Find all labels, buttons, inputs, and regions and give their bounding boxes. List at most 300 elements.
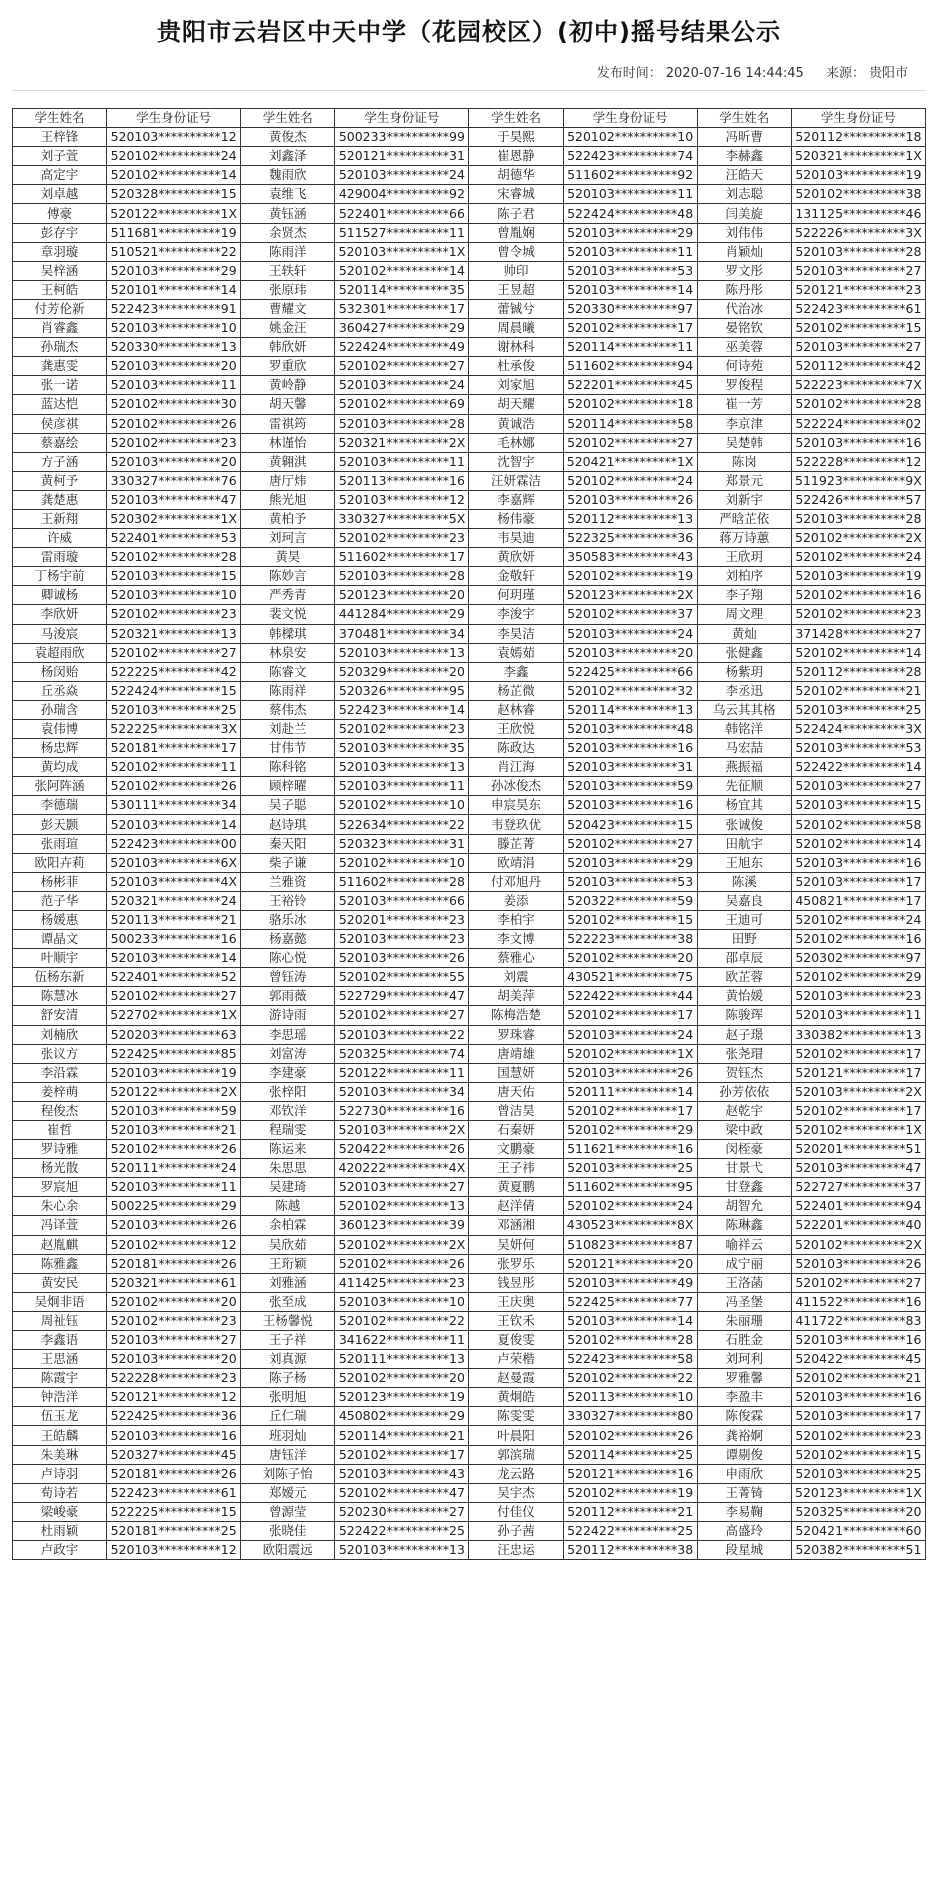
student-id-cell: 520103**********10 [107,586,241,605]
student-name-cell: 余贤杰 [241,223,335,242]
student-id-cell: 520102**********11 [107,758,241,777]
student-name-cell: 王菁锜 [697,1483,791,1502]
student-name-cell: 陈俊霖 [697,1407,791,1426]
student-id-cell: 520103**********23 [791,987,925,1006]
student-name-cell: 李盈丰 [697,1388,791,1407]
student-name-cell: 陈政达 [469,739,563,758]
student-name-cell: 赵曼霞 [469,1369,563,1388]
student-name-cell: 叶晨阳 [469,1426,563,1445]
student-id-cell: 520114**********13 [563,700,697,719]
table-row [13,720,926,739]
student-id-cell: 411522**********16 [791,1292,925,1311]
student-id-cell: 520123**********20 [335,586,469,605]
student-name-cell: 代治冰 [697,299,791,318]
student-id-cell: 522422**********44 [563,987,697,1006]
student-id-cell: 522423**********14 [335,700,469,719]
student-name-cell: 吴炯非语 [13,1292,107,1311]
student-id-cell: 520102**********24 [791,548,925,567]
student-name-cell: 罗俊程 [697,376,791,395]
student-id-cell: 520230**********27 [335,1502,469,1521]
table-row [13,1407,926,1426]
student-name-cell: 付芳伦新 [13,299,107,318]
student-name-cell: 毛林娜 [469,433,563,452]
student-id-cell: 520181**********26 [107,1464,241,1483]
table-row [13,1235,926,1254]
student-id-cell: 520102**********30 [107,395,241,414]
student-name-cell: 陈雯雯 [469,1407,563,1426]
student-id-cell: 520112**********38 [563,1541,697,1560]
student-id-cell: 500233**********99 [335,128,469,147]
student-id-cell: 520321**********2X [335,433,469,452]
student-id-cell: 522729**********47 [335,987,469,1006]
student-name-cell: 刘楠欣 [13,1025,107,1044]
student-name-cell: 曾令城 [469,242,563,261]
table-row [13,1502,926,1521]
student-id-cell: 520103**********10 [335,1292,469,1311]
student-name-cell: 雷雨璇 [13,548,107,567]
student-name-cell: 彭存宇 [13,223,107,242]
table-row [13,280,926,299]
student-name-cell: 吴子聪 [241,796,335,815]
student-id-cell: 522401**********52 [107,968,241,987]
table-row [13,338,926,357]
student-id-cell: 520103**********47 [791,1159,925,1178]
student-id-cell: 520102**********16 [791,586,925,605]
student-id-cell: 450821**********17 [791,891,925,910]
source-value: 贵阳市 [868,66,908,81]
student-name-cell: 陈心悦 [241,949,335,968]
student-id-cell: 522424**********48 [563,204,697,223]
student-id-cell: 520123**********2X [563,586,697,605]
student-id-cell: 520103**********6X [107,853,241,872]
student-id-cell: 520102**********15 [791,319,925,338]
table-row [13,930,926,949]
student-name-cell: 黄炯皓 [469,1388,563,1407]
student-name-cell: 王欣悦 [469,720,563,739]
student-id-cell: 500225**********29 [107,1197,241,1216]
student-id-cell: 520103**********17 [791,872,925,891]
student-id-cell: 330327**********5X [335,509,469,528]
student-name-cell: 唐钰洋 [241,1445,335,1464]
student-id-cell: 441284**********29 [335,605,469,624]
student-id-cell: 520326**********95 [335,681,469,700]
student-id-cell: 520103**********26 [563,490,697,509]
student-name-cell: 龚裕婀 [697,1426,791,1445]
table-row [13,1350,926,1369]
student-id-cell: 520103**********24 [563,624,697,643]
student-id-cell: 520122**********1X [107,204,241,223]
student-id-cell: 520103**********23 [335,930,469,949]
student-id-cell: 430521**********75 [563,968,697,987]
student-name-cell: 刘卓越 [13,185,107,204]
student-id-cell: 520102**********26 [563,1426,697,1445]
student-id-cell: 520103**********59 [563,777,697,796]
student-id-cell: 520103**********20 [563,643,697,662]
table-row [13,1369,926,1388]
student-id-cell: 520102**********14 [335,261,469,280]
student-id-cell: 511602**********92 [563,166,697,185]
student-id-cell: 520112**********42 [791,357,925,376]
student-name-cell: 赵诗琪 [241,815,335,834]
student-id-cell: 520103**********11 [563,185,697,204]
table-row [13,700,926,719]
header-student-id: 学生身份证号 [335,109,469,128]
student-id-cell: 522422**********14 [791,758,925,777]
student-name-cell: 杨光散 [13,1159,107,1178]
student-id-cell: 520102**********1X [563,1044,697,1063]
student-id-cell: 522225**********3X [107,720,241,739]
student-id-cell: 522228**********23 [107,1369,241,1388]
student-name-cell: 韦登玖优 [469,815,563,834]
student-name-cell: 黄怡媛 [697,987,791,1006]
table-row [13,853,926,872]
student-id-cell: 520103**********28 [335,414,469,433]
student-id-cell: 522401**********66 [335,204,469,223]
student-name-cell: 孙冰俊杰 [469,777,563,796]
student-name-cell: 汪皓天 [697,166,791,185]
publish-time: 2020-07-16 14:44:45 [665,66,804,81]
student-id-cell: 520103**********29 [563,853,697,872]
student-name-cell: 胡天耀 [469,395,563,414]
student-id-cell: 520103**********12 [335,490,469,509]
student-name-cell: 姚金汪 [241,319,335,338]
student-id-cell: 520114**********25 [563,1445,697,1464]
table-row [13,529,926,548]
student-name-cell: 胡天馨 [241,395,335,414]
student-name-cell: 傅豪 [13,204,107,223]
student-name-cell: 王皓麟 [13,1426,107,1445]
student-id-cell: 522201**********40 [791,1216,925,1235]
student-id-cell: 520325**********20 [791,1502,925,1521]
student-name-cell: 杜承俊 [469,357,563,376]
student-id-cell: 520103**********10 [107,319,241,338]
table-row [13,471,926,490]
table-row [13,395,926,414]
student-id-cell: 411722**********83 [791,1311,925,1330]
student-name-cell: 卢政宇 [13,1541,107,1560]
student-id-cell: 520103**********13 [335,758,469,777]
student-name-cell: 蕾铖兮 [469,299,563,318]
student-name-cell: 蔡嘉绘 [13,433,107,452]
student-name-cell: 张议方 [13,1044,107,1063]
table-row [13,758,926,777]
table-row [13,490,926,509]
table-row [13,777,926,796]
student-id-cell: 520111**********24 [107,1159,241,1178]
student-id-cell: 510521**********22 [107,242,241,261]
student-id-cell: 522425**********36 [107,1407,241,1426]
student-id-cell: 522422**********25 [563,1521,697,1540]
student-id-cell: 429004**********92 [335,185,469,204]
student-name-cell: 刘珂利 [697,1350,791,1369]
student-name-cell: 刘真源 [241,1350,335,1369]
student-name-cell: 甘景弋 [697,1159,791,1178]
student-name-cell: 黄欣妍 [469,548,563,567]
student-id-cell: 520103**********4X [107,872,241,891]
student-name-cell: 杨芷微 [469,681,563,700]
student-name-cell: 黄安民 [13,1273,107,1292]
student-id-cell: 520103**********2X [335,1120,469,1139]
student-name-cell: 金敬轩 [469,567,563,586]
student-id-cell: 520103**********59 [107,1101,241,1120]
student-id-cell: 341622**********11 [335,1331,469,1350]
student-id-cell: 520103**********26 [107,1216,241,1235]
student-id-cell: 520103**********20 [107,1350,241,1369]
student-name-cell: 谭剔俊 [697,1445,791,1464]
student-id-cell: 520103**********25 [563,1159,697,1178]
student-name-cell: 黄昊 [241,548,335,567]
student-id-cell: 520103**********16 [107,1426,241,1445]
student-name-cell: 罗珠睿 [469,1025,563,1044]
table-row [13,605,926,624]
student-name-cell: 欧阳震远 [241,1541,335,1560]
student-name-cell: 荀诗若 [13,1483,107,1502]
header-student-id: 学生身份证号 [791,109,925,128]
student-id-cell: 520103**********11 [335,777,469,796]
student-name-cell: 谭晶文 [13,930,107,949]
student-name-cell: 王珩颖 [241,1254,335,1273]
table-row [13,261,926,280]
student-name-cell: 李思瑶 [241,1025,335,1044]
student-id-cell: 520102**********26 [335,1254,469,1273]
table-row [13,891,926,910]
student-id-cell: 520114**********35 [335,280,469,299]
student-id-cell: 520103**********28 [791,509,925,528]
student-name-cell: 曾源莹 [241,1502,335,1521]
student-id-cell: 520102**********20 [335,1369,469,1388]
student-name-cell: 王梓锋 [13,128,107,147]
student-name-cell: 朱思思 [241,1159,335,1178]
student-name-cell: 冯译萱 [13,1216,107,1235]
student-id-cell: 520114**********21 [335,1426,469,1445]
student-name-cell: 林谨怡 [241,433,335,452]
student-name-cell: 袁维飞 [241,185,335,204]
student-name-cell: 吴嘉良 [697,891,791,910]
student-name-cell: 龙云路 [469,1464,563,1483]
student-id-cell: 520201**********51 [791,1140,925,1159]
student-name-cell: 刘震 [469,968,563,987]
student-name-cell: 高定宇 [13,166,107,185]
student-id-cell: 520102**********28 [791,395,925,414]
student-name-cell: 舒安清 [13,1006,107,1025]
student-name-cell: 李浚宇 [469,605,563,624]
student-id-cell: 520102**********24 [107,147,241,166]
student-name-cell: 李欣妍 [13,605,107,624]
student-id-cell: 520421**********60 [791,1521,925,1540]
header-student-name: 学生姓名 [241,109,335,128]
student-name-cell: 蒋万诗蕙 [697,529,791,548]
student-id-cell: 520102**********12 [107,1235,241,1254]
student-name-cell: 李子翔 [697,586,791,605]
student-name-cell: 冯昕曹 [697,128,791,147]
student-id-cell: 522226**********3X [791,223,925,242]
student-name-cell: 龚楚惠 [13,490,107,509]
student-name-cell: 陈溪 [697,872,791,891]
student-id-cell: 520423**********15 [563,815,697,834]
table-row [13,414,926,433]
student-name-cell: 陈妙言 [241,567,335,586]
student-id-cell: 520121**********31 [335,147,469,166]
student-name-cell: 甘登鑫 [697,1178,791,1197]
student-name-cell: 肖睿鑫 [13,319,107,338]
student-name-cell: 陈雨祥 [241,681,335,700]
student-id-cell: 520103**********24 [563,1025,697,1044]
student-name-cell: 柴子谦 [241,853,335,872]
student-id-cell: 522401**********94 [791,1197,925,1216]
student-name-cell: 罗诗雅 [13,1140,107,1159]
student-name-cell: 吴梓涵 [13,261,107,280]
student-name-cell: 刘雅涵 [241,1273,335,1292]
student-id-cell: 520330**********13 [107,338,241,357]
student-name-cell: 张晓佳 [241,1521,335,1540]
table-row [13,1159,926,1178]
student-name-cell: 吴楚韩 [697,433,791,452]
student-name-cell: 何诗苑 [697,357,791,376]
student-name-cell: 孙瑞含 [13,700,107,719]
student-name-cell: 林泉安 [241,643,335,662]
student-id-cell: 520103**********35 [335,739,469,758]
student-id-cell: 520102**********27 [563,433,697,452]
student-name-cell: 章羽璇 [13,242,107,261]
student-name-cell: 闵桎豪 [697,1140,791,1159]
student-name-cell: 李鑫 [469,662,563,681]
student-id-cell: 522423**********58 [563,1350,697,1369]
student-name-cell: 王欣玥 [697,548,791,567]
student-name-cell: 程瑞雯 [241,1120,335,1139]
student-id-cell: 520102**********22 [335,1311,469,1330]
student-name-cell: 郭雨薇 [241,987,335,1006]
student-name-cell: 曾钰涛 [241,968,335,987]
student-id-cell: 510823**********87 [563,1235,697,1254]
student-id-cell: 520102**********29 [791,968,925,987]
student-id-cell: 520114**********58 [563,414,697,433]
student-id-cell: 520181**********25 [107,1521,241,1540]
student-name-cell: 张尧瑁 [697,1044,791,1063]
student-id-cell: 520102**********23 [335,720,469,739]
student-id-cell: 370481**********34 [335,624,469,643]
student-id-cell: 520121**********23 [791,280,925,299]
student-id-cell: 520103**********20 [107,452,241,471]
student-id-cell: 522423**********91 [107,299,241,318]
student-name-cell: 冯圣堡 [697,1292,791,1311]
student-name-cell: 马宏喆 [697,739,791,758]
student-id-cell: 520201**********23 [335,910,469,929]
student-name-cell: 闫美旋 [697,204,791,223]
student-name-cell: 付佳仪 [469,1502,563,1521]
student-id-cell: 520103**********24 [335,376,469,395]
student-name-cell: 王新翔 [13,509,107,528]
student-name-cell: 黄夏鹏 [469,1178,563,1197]
student-id-cell: 131125**********46 [791,204,925,223]
student-name-cell: 王子祥 [241,1331,335,1350]
student-id-cell: 522425**********85 [107,1044,241,1063]
student-id-cell: 520103**********2X [791,1082,925,1101]
student-id-cell: 520103**********11 [335,452,469,471]
student-name-cell: 伍玉龙 [13,1407,107,1426]
student-id-cell: 520103**********15 [791,796,925,815]
student-id-cell: 511602**********94 [563,357,697,376]
table-row [13,1445,926,1464]
student-id-cell: 520321**********13 [107,624,241,643]
student-name-cell: 卢荣楷 [469,1350,563,1369]
student-id-cell: 520103**********14 [563,1311,697,1330]
student-id-cell: 520102**********14 [791,643,925,662]
student-id-cell: 522228**********12 [791,452,925,471]
student-name-cell: 赵子璟 [697,1025,791,1044]
student-name-cell: 张健鑫 [697,643,791,662]
student-name-cell: 程俊杰 [13,1101,107,1120]
student-id-cell: 520102**********27 [791,1273,925,1292]
student-id-cell: 520103**********49 [563,1273,697,1292]
student-id-cell: 520102**********14 [791,834,925,853]
student-name-cell: 刘志聪 [697,185,791,204]
student-name-cell: 陈梅浩楚 [469,1006,563,1025]
student-id-cell: 520103**********27 [107,1331,241,1350]
student-id-cell: 520103**********12 [107,128,241,147]
student-name-cell: 田野 [697,930,791,949]
student-name-cell: 陈岗 [697,452,791,471]
student-id-cell: 520102**********24 [563,471,697,490]
student-name-cell: 李柏宇 [469,910,563,929]
student-id-cell: 520103**********47 [107,490,241,509]
student-name-cell: 胡智允 [697,1197,791,1216]
student-id-cell: 522225**********15 [107,1502,241,1521]
table-row [13,567,926,586]
student-name-cell: 田航宇 [697,834,791,853]
student-id-cell: 511923**********9X [791,471,925,490]
student-name-cell: 刘子萱 [13,147,107,166]
table-row [13,681,926,700]
student-id-cell: 520102**********24 [563,1197,697,1216]
student-id-cell: 520102**********23 [335,529,469,548]
student-name-cell: 严晗芷依 [697,509,791,528]
student-name-cell: 巫美蓉 [697,338,791,357]
student-name-cell: 李嘉辉 [469,490,563,509]
student-name-cell: 王思涵 [13,1350,107,1369]
student-id-cell: 520102**********21 [791,1369,925,1388]
student-id-cell: 520103**********21 [107,1120,241,1139]
table-row [13,204,926,223]
table-row [13,1101,926,1120]
student-name-cell: 梁峻豪 [13,1502,107,1521]
student-name-cell: 陈霞宇 [13,1369,107,1388]
student-id-cell: 520112**********13 [563,509,697,528]
student-name-cell: 沈智宇 [469,452,563,471]
student-name-cell: 罗文彤 [697,261,791,280]
student-id-cell: 520102**********20 [563,949,697,968]
student-name-cell: 邵卓辰 [697,949,791,968]
student-name-cell: 王柯皓 [13,280,107,299]
header-student-id: 学生身份证号 [107,109,241,128]
table-row [13,548,926,567]
student-id-cell: 522422**********25 [335,1521,469,1540]
table-row [13,1273,926,1292]
student-name-cell: 高盛玲 [697,1521,791,1540]
student-name-cell: 王迪可 [697,910,791,929]
student-id-cell: 360427**********29 [335,319,469,338]
student-name-cell: 王洛菡 [697,1273,791,1292]
student-name-cell: 张罗乐 [469,1254,563,1273]
student-name-cell: 石秦妍 [469,1120,563,1139]
table-row [13,1140,926,1159]
student-id-cell: 511681**********19 [107,223,241,242]
student-name-cell: 顾梓曜 [241,777,335,796]
student-name-cell: 石胜金 [697,1331,791,1350]
student-id-cell: 522201**********45 [563,376,697,395]
student-name-cell: 申雨欣 [697,1464,791,1483]
student-id-cell: 520121**********12 [107,1388,241,1407]
table-row [13,1025,926,1044]
